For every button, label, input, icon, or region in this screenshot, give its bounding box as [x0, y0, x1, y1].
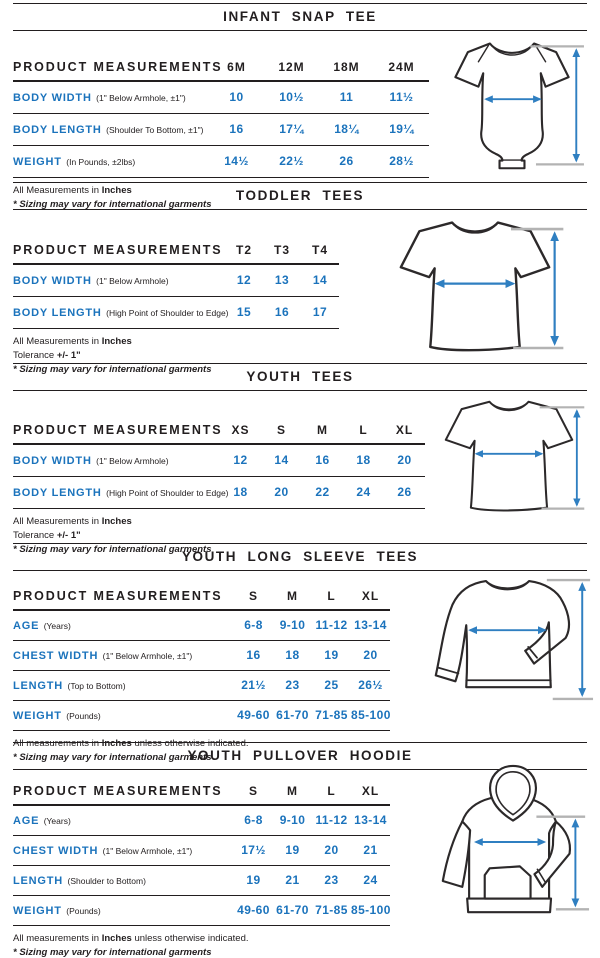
cell-value: 18	[220, 477, 261, 509]
row-note: (High Point of Shoulder to Edge)	[106, 308, 229, 318]
footnote-text: All Measurements in	[13, 516, 102, 527]
cell-value: 19	[273, 836, 312, 866]
footnote-text: All measurements in	[13, 933, 102, 944]
footnote-text: Tolerance	[13, 530, 57, 541]
col-header-size: S	[261, 420, 302, 444]
row-label-cell	[13, 641, 234, 671]
cell-value: 17	[301, 297, 339, 329]
row-note: (1" Below Armhole)	[96, 456, 169, 466]
cell-value: 71-85	[312, 896, 351, 926]
row-label: WEIGHT	[13, 905, 62, 917]
cell-value: 19¼	[374, 114, 429, 146]
footnote-bold: +/- 1"	[56, 530, 81, 541]
row-label: BODY WIDTH	[13, 92, 92, 104]
long-sleeve-tee-illustration	[423, 571, 595, 709]
section-infant-snap-tee	[0, 3, 600, 210]
row-note: (Years)	[43, 816, 71, 826]
footnote-text: All Measurements in	[13, 185, 102, 196]
cell-value: 10	[209, 81, 264, 114]
footnote-text: * Sizing may vary for international garments	[13, 199, 212, 210]
table-row	[13, 610, 390, 641]
section-youth-long-sleeve-tees	[0, 543, 600, 763]
col-header-label: PRODUCT MEASUREMENTS	[13, 781, 234, 805]
cell-value: 16	[302, 444, 343, 477]
footnote-text: * Sizing may vary for international garments	[13, 752, 212, 763]
tee-illustration	[430, 396, 588, 519]
row-label-cell	[13, 444, 220, 477]
row-label: BODY LENGTH	[13, 307, 102, 319]
row-note: (Shoulder To Bottom, ±1")	[106, 125, 204, 135]
row-label: AGE	[13, 815, 40, 827]
cell-value: 11-12	[312, 805, 351, 836]
divider	[13, 390, 587, 391]
col-header-size: T4	[301, 240, 339, 264]
measurements-table	[13, 57, 429, 178]
row-note: (1" Below Armhole, ±1")	[96, 93, 186, 103]
cell-value: 16	[263, 297, 301, 329]
table-row	[13, 641, 390, 671]
row-note: (Pounds)	[66, 711, 101, 721]
col-header-size: 12M	[264, 57, 319, 81]
row-note: (In Pounds, ±2lbs)	[66, 157, 136, 167]
cell-value: 14½	[209, 146, 264, 178]
table-row	[13, 264, 339, 297]
cell-value: 23	[312, 866, 351, 896]
table-row	[13, 297, 339, 329]
section-title: INFANT SNAP TEE	[223, 9, 377, 24]
cell-value: 20	[312, 836, 351, 866]
cell-value: 21	[351, 836, 390, 866]
divider	[13, 30, 587, 31]
table-row	[13, 896, 390, 926]
row-note: (Shoulder to Bottom)	[67, 876, 146, 886]
divider	[13, 209, 587, 210]
tee-illustration	[382, 216, 568, 360]
row-label-cell	[13, 297, 229, 329]
col-header-label: PRODUCT MEASUREMENTS	[13, 586, 234, 610]
section-title: YOUTH PULLOVER HOODIE	[187, 748, 413, 763]
table-row	[13, 866, 390, 896]
cell-value: 18	[343, 444, 384, 477]
cell-value: 11½	[374, 81, 429, 114]
table-header-row	[13, 586, 390, 610]
section-title: TODDLER TEES	[235, 188, 365, 203]
col-header-size: L	[312, 781, 351, 805]
table-row	[13, 836, 390, 866]
cell-value: 85-100	[351, 896, 390, 926]
cell-value: 26	[319, 146, 374, 178]
row-note: (High Point of Shoulder to Edge)	[106, 488, 229, 498]
cell-value: 14	[261, 444, 302, 477]
cell-value: 19	[234, 866, 273, 896]
footnote-text: unless otherwise indicated.	[131, 738, 249, 749]
row-note: (Pounds)	[66, 906, 101, 916]
row-label: BODY LENGTH	[13, 124, 102, 136]
col-header-size: XL	[384, 420, 425, 444]
col-header-size: XS	[220, 420, 261, 444]
cell-value: 20	[351, 641, 390, 671]
footnote-text: All Measurements in	[13, 336, 102, 347]
footnote-text: * Sizing may vary for international garments	[13, 364, 212, 375]
cell-value: 20	[261, 477, 302, 509]
col-header-size: T2	[225, 240, 263, 264]
table-header-row	[13, 781, 390, 805]
row-label-cell	[13, 866, 234, 896]
table-header-row	[13, 57, 429, 81]
row-label: BODY WIDTH	[13, 455, 92, 467]
row-label-cell	[13, 146, 209, 178]
row-label-cell	[13, 81, 209, 114]
table-row	[13, 477, 425, 509]
col-header-size: 24M	[374, 57, 429, 81]
footnote	[13, 947, 600, 958]
cell-value: 18	[273, 641, 312, 671]
cell-value: 11	[319, 81, 374, 114]
table-header-row	[13, 240, 339, 264]
section-youth-tees	[0, 363, 600, 555]
footnote-bold: Inches	[101, 933, 132, 944]
footnote-text: * Sizing may vary for international garments	[13, 947, 212, 958]
table-row	[13, 146, 429, 178]
table-row	[13, 444, 425, 477]
col-header-label: PRODUCT MEASUREMENTS	[13, 57, 209, 81]
row-label: AGE	[13, 620, 40, 632]
cell-value: 22½	[264, 146, 319, 178]
cell-value: 21½	[234, 671, 273, 701]
section-title: YOUTH TEES	[246, 369, 354, 384]
col-header-size: M	[302, 420, 343, 444]
cell-value: 13	[263, 264, 301, 297]
cell-value: 26	[384, 477, 425, 509]
section-youth-pullover-hoodie	[0, 742, 600, 958]
row-label: BODY WIDTH	[13, 275, 92, 287]
cell-value: 26½	[351, 671, 390, 701]
footnote-bold: Inches	[101, 738, 132, 749]
cell-value: 23	[273, 671, 312, 701]
row-label-cell	[13, 701, 234, 731]
cell-value: 12	[225, 264, 263, 297]
col-header-size: T3	[263, 240, 301, 264]
col-header-label: PRODUCT MEASUREMENTS	[13, 420, 220, 444]
cell-value: 21	[273, 866, 312, 896]
cell-value: 28½	[374, 146, 429, 178]
measurements-table	[13, 781, 390, 926]
cell-value: 85-100	[351, 701, 390, 731]
cell-value: 10½	[264, 81, 319, 114]
col-header-size: S	[234, 586, 273, 610]
row-label: LENGTH	[13, 680, 64, 692]
row-label-cell	[13, 896, 234, 926]
cell-value: 61-70	[273, 896, 312, 926]
footnotes	[13, 933, 600, 958]
row-label: CHEST WIDTH	[13, 650, 99, 662]
col-header-size: 18M	[319, 57, 374, 81]
cell-value: 24	[343, 477, 384, 509]
cell-value: 19	[312, 641, 351, 671]
long-sleeve-outline	[436, 581, 569, 687]
cell-value: 17¼	[264, 114, 319, 146]
row-note: (1" Below Armhole, ±1")	[102, 651, 193, 661]
table-row	[13, 671, 390, 701]
footnote-text: Tolerance	[13, 350, 57, 361]
tee-outline	[401, 223, 549, 351]
table-row	[13, 114, 429, 146]
row-label-cell	[13, 805, 234, 836]
table-row	[13, 805, 390, 836]
col-header-size: L	[343, 420, 384, 444]
col-header-size: M	[273, 781, 312, 805]
row-note: (1" Below Armhole, ±1")	[102, 846, 193, 856]
cell-value: 12	[220, 444, 261, 477]
cell-value: 9-10	[273, 610, 312, 641]
tee-outline	[446, 402, 572, 511]
footnote-text: * Sizing may vary for international garments	[13, 544, 212, 555]
cell-value: 6-8	[234, 610, 273, 641]
cell-value: 15	[225, 297, 263, 329]
footnote	[13, 530, 600, 541]
footnote-bold: Inches	[101, 516, 132, 527]
row-label: BODY LENGTH	[13, 487, 102, 499]
row-label: LENGTH	[13, 875, 64, 887]
measurements-table	[13, 420, 425, 509]
onesie-illustration	[436, 32, 588, 174]
cell-value: 24	[351, 866, 390, 896]
section-title: YOUTH LONG SLEEVE TEES	[181, 549, 419, 564]
cell-value: 16	[234, 641, 273, 671]
cell-value: 13-14	[351, 610, 390, 641]
cell-value: 18¼	[319, 114, 374, 146]
cell-value: 14	[301, 264, 339, 297]
cell-value: 49-60	[234, 896, 273, 926]
col-header-size: XL	[351, 781, 390, 805]
cell-value: 6-8	[234, 805, 273, 836]
row-label-cell	[13, 477, 229, 509]
row-label-cell	[13, 671, 234, 701]
col-header-size: M	[273, 586, 312, 610]
row-note: (Years)	[43, 621, 71, 631]
col-header-size: L	[312, 586, 351, 610]
cell-value: 11-12	[312, 610, 351, 641]
row-note: (1" Below Armhole)	[96, 276, 169, 286]
row-label-cell	[13, 264, 225, 297]
footnote-text: unless otherwise indicated.	[131, 933, 249, 944]
table-row	[13, 81, 429, 114]
row-label: CHEST WIDTH	[13, 845, 99, 857]
cell-value: 9-10	[273, 805, 312, 836]
table-header-row	[13, 420, 425, 444]
col-header-size: S	[234, 781, 273, 805]
row-label: WEIGHT	[13, 710, 62, 722]
col-header-size: XL	[351, 586, 390, 610]
row-label-cell	[13, 114, 209, 146]
cell-value: 71-85	[312, 701, 351, 731]
measurements-table	[13, 586, 390, 731]
table-row	[13, 701, 390, 731]
row-note: (Top to Bottom)	[67, 681, 126, 691]
cell-value: 25	[312, 671, 351, 701]
cell-value: 13-14	[351, 805, 390, 836]
cell-value: 16	[209, 114, 264, 146]
col-header-label: PRODUCT MEASUREMENTS	[13, 240, 225, 264]
cell-value: 20	[384, 444, 425, 477]
section-toddler-tees	[0, 182, 600, 375]
col-header-size: 6M	[209, 57, 264, 81]
cell-value: 61-70	[273, 701, 312, 731]
hoodie-band	[467, 899, 551, 913]
row-label-cell	[13, 610, 234, 641]
footnote-bold: Inches	[101, 336, 132, 347]
footnote-bold: Inches	[101, 185, 132, 196]
cell-value: 17½	[234, 836, 273, 866]
row-label-cell	[13, 836, 234, 866]
hoodie-pocket	[485, 866, 531, 898]
measurements-table	[13, 240, 339, 329]
footnote-text: All measurements in	[13, 738, 102, 749]
hoodie-illustration	[429, 764, 597, 920]
hoodie-left-sleeve	[443, 822, 470, 887]
cell-value: 49-60	[234, 701, 273, 731]
cell-value: 22	[302, 477, 343, 509]
onesie-outline	[455, 44, 568, 169]
footnote-bold: +/- 1"	[56, 350, 81, 361]
row-label: WEIGHT	[13, 156, 62, 168]
footnote	[13, 933, 600, 944]
